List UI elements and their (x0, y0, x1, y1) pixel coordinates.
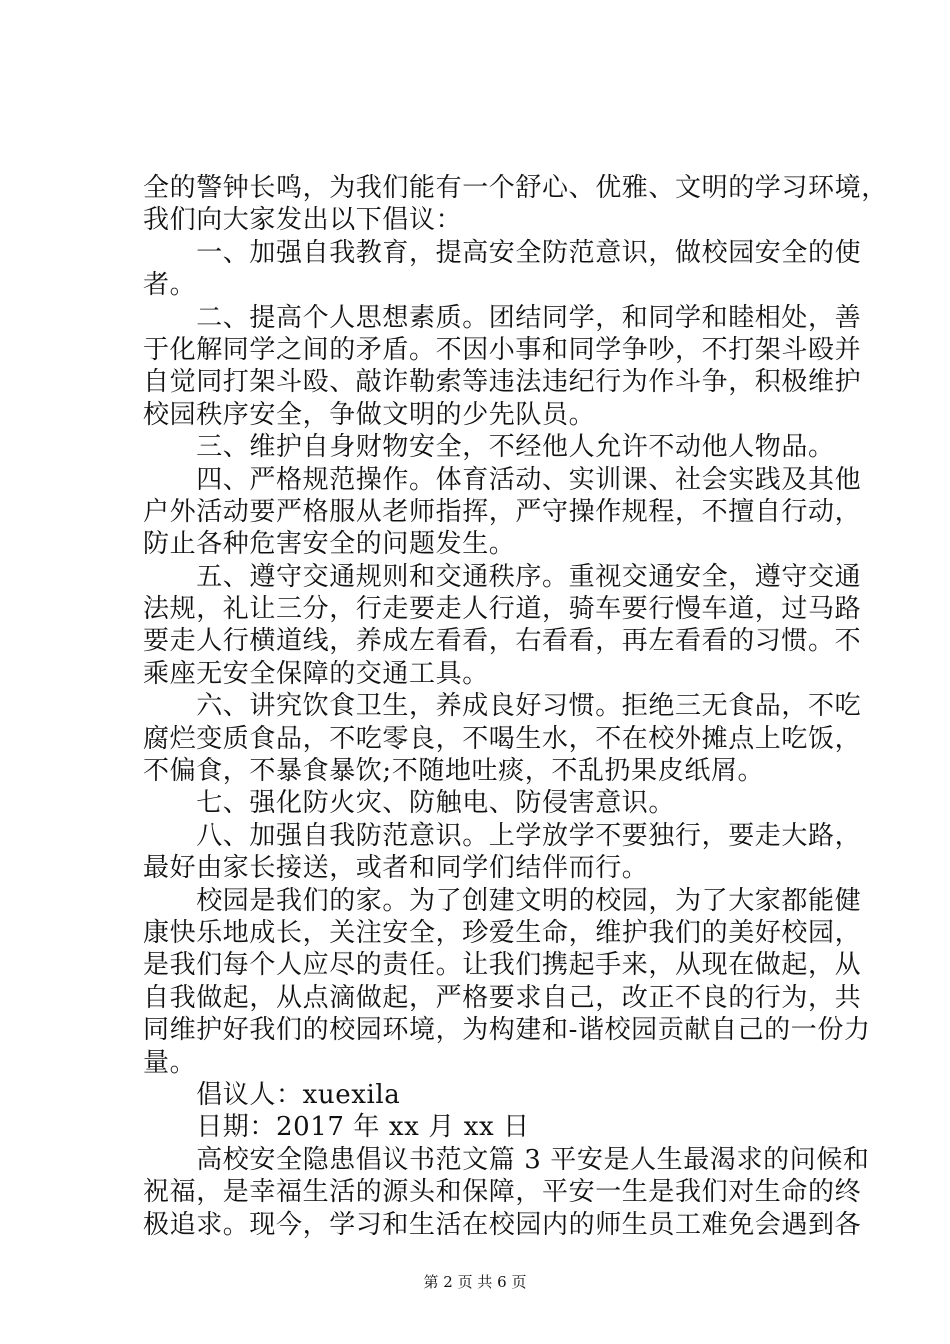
body-line: 于化解同学之间的矛盾。不因小事和同学争吵，不打架斗殴并 (143, 334, 862, 365)
body-line: 六、讲究饮食卫生，养成良好习惯。拒绝三无食品，不吃 (143, 691, 862, 722)
body-line: 同维护好我们的校园环境，为构建和-谐校园贡献自己的一份力 (143, 1015, 871, 1046)
body-line: 乘座无安全保障的交通工具。 (143, 658, 489, 689)
body-line: 康快乐地成长，关注安全，珍爱生命，维护我们的美好校园， (143, 917, 862, 948)
body-line: 自觉同打架斗殴、敲诈勒索等违法违纪行为作斗争，积极维护 (143, 367, 862, 398)
body-line: 要走人行横道线，养成左看看，右看看，再左看看的习惯。不 (143, 626, 862, 657)
body-line: 日期：2017 年 xx 月 xx 日 (143, 1112, 530, 1143)
body-line: 校园是我们的家。为了创建文明的校园，为了大家都能健 (143, 885, 862, 916)
body-line: 极追求。现今，学习和生活在校园内的师生员工难免会遇到各 (143, 1209, 862, 1240)
body-line: 我们向大家发出以下倡议： (143, 205, 463, 236)
body-line: 是我们每个人应尽的责任。让我们携起手来，从现在做起，从 (143, 950, 862, 981)
body-line: 腐烂变质食品，不吃零良，不喝生水，不在校外摊点上吃饭， (143, 723, 862, 754)
page-number-footer: 第 2 页 共 6 页 (423, 1273, 527, 1291)
document-body (143, 172, 888, 1241)
body-line: 最好由家长接送，或者和同学们结伴而行。 (143, 853, 649, 884)
body-line: 八、加强自我防范意识。上学放学不要独行，要走大路， (143, 820, 862, 851)
body-line: 量。 (143, 1047, 197, 1078)
body-line: 二、提高个人思想素质。团结同学，和同学和睦相处，善 (143, 302, 862, 333)
body-line: 四、严格规范操作。体育活动、实训课、社会实践及其他 (143, 464, 862, 495)
body-line: 校园秩序安全，争做文明的少先队员。 (143, 399, 596, 430)
body-line: 者。 (143, 270, 197, 301)
body-line: 倡议人：xuexila (143, 1079, 401, 1110)
body-line: 祝福，是幸福生活的源头和保障，平安一生是我们对生命的终 (143, 1177, 862, 1208)
body-line: 三、维护自身财物安全，不经他人允许不动他人物品。 (143, 432, 835, 463)
body-line: 不偏食，不暴食暴饮;不随地吐痰，不乱扔果皮纸屑。 (143, 756, 765, 787)
body-line: 法规，礼让三分，行走要走人行道，骑车要行慢车道，过马路 (143, 594, 862, 625)
body-line: 户外活动要严格服从老师指挥，严守操作规程，不擅自行动， (143, 496, 862, 527)
body-line: 防止各种危害安全的问题发生。 (143, 529, 516, 560)
body-line: 七、强化防火灾、防触电、防侵害意识。 (143, 788, 676, 819)
body-line: 全的警钟长鸣，为我们能有一个舒心、优雅、文明的学习环境， (143, 173, 888, 203)
body-line: 自我做起，从点滴做起，严格要求自己，改正不良的行为，共 (143, 982, 862, 1013)
body-line: 一、加强自我教育，提高安全防范意识，做校园安全的使 (143, 237, 862, 268)
body-line: 高校安全隐患倡议书范文篇 3 平安是人生最渴求的问候和 (143, 1144, 870, 1175)
body-line: 五、遵守交通规则和交通秩序。重视交通安全，遵守交通 (143, 561, 862, 592)
